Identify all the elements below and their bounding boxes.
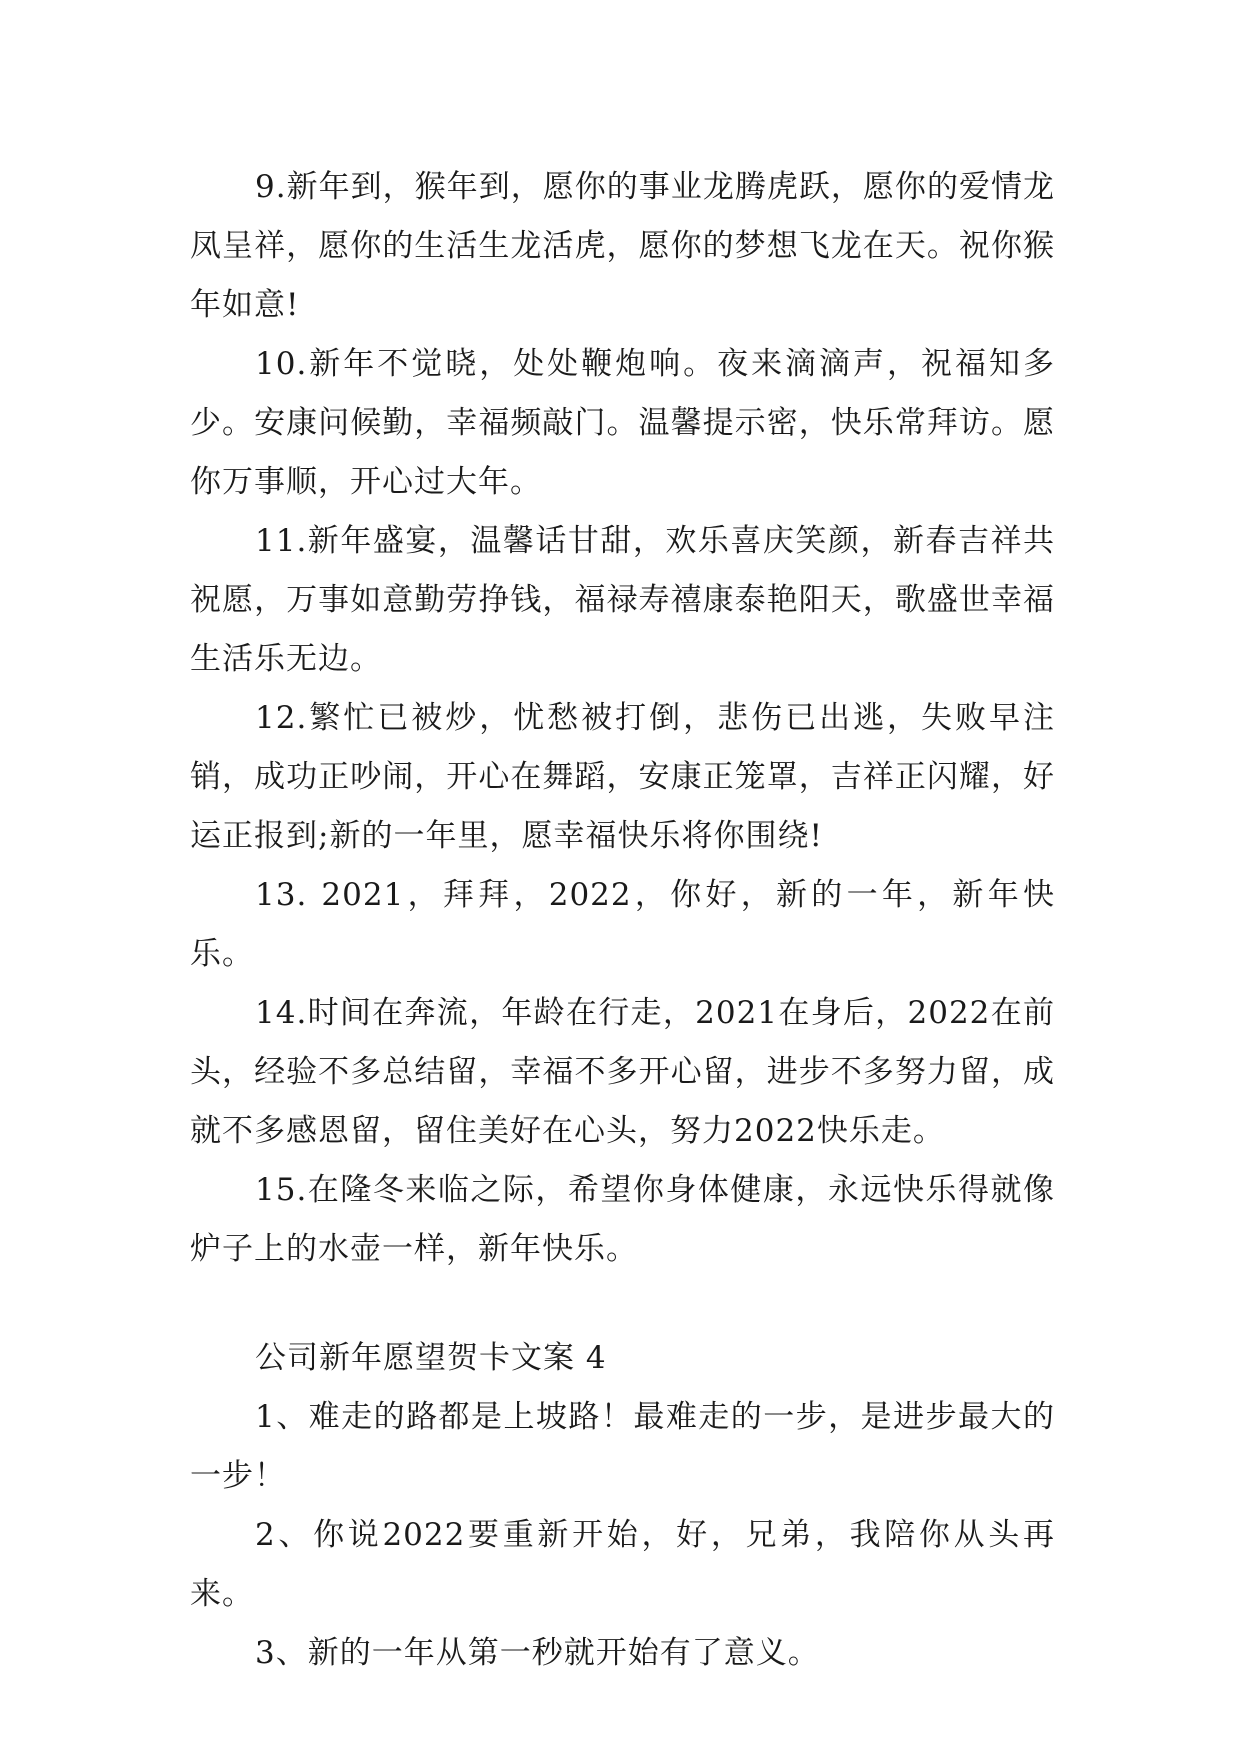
section-heading: 公司新年愿望贺卡文案 4 [255,1340,607,1376]
paragraph-s4-3: 3、新的一年从第一秒就开始有了意义。 [255,1635,820,1671]
paragraph-11: 11.新年盛宴，温馨话甘甜，欢乐喜庆笑颜，新春吉祥共祝愿，万事如意勤劳挣钱，福禄寿禧康泰艳阳天，歌盛世幸福生活乐无边。 [190,523,1055,677]
paragraph-15: 15.在隆冬来临之际，希望你身体健康，永远快乐得就像炉子上的水壶一样，新年快乐。 [190,1172,1055,1267]
paragraph-13: 13. 2021，拜拜，2022，你好，新的一年，新年快乐。 [190,877,1055,972]
paragraph-12: 12.繁忙已被炒，忧愁被打倒，悲伤已出逃，失败早注销，成功正吵闹，开心在舞蹈，安康正笼罩，吉祥正闪耀，好运正报到;新的一年里，愿幸福快乐将你围绕! [190,700,1055,854]
paragraph-9: 9.新年到，猴年到，愿你的事业龙腾虎跃，愿你的爱情龙凤呈祥，愿你的生活生龙活虎，愿你的梦想飞龙在天。祝你猴年如意! [190,169,1055,323]
paragraph-14: 14.时间在奔流，年龄在行走，2021在身后，2022在前头，经验不多总结留，幸福不多开心留，进步不多努力留，成就不多感恩留，留住美好在心头，努力2022快乐走。 [190,995,1055,1149]
document-body [190,158,1055,1683]
paragraph-10: 10.新年不觉晓，处处鞭炮响。夜来滴滴声，祝福知多少。安康问候勤，幸福频敲门。温馨提示密，快乐常拜访。愿你万事顺，开心过大年。 [190,346,1055,500]
paragraph-s4-1: 1、难走的路都是上坡路！最难走的一步，是进步最大的一步！ [190,1399,1055,1494]
paragraph-s4-2: 2、你说2022要重新开始，好，兄弟，我陪你从头再来。 [190,1517,1055,1612]
